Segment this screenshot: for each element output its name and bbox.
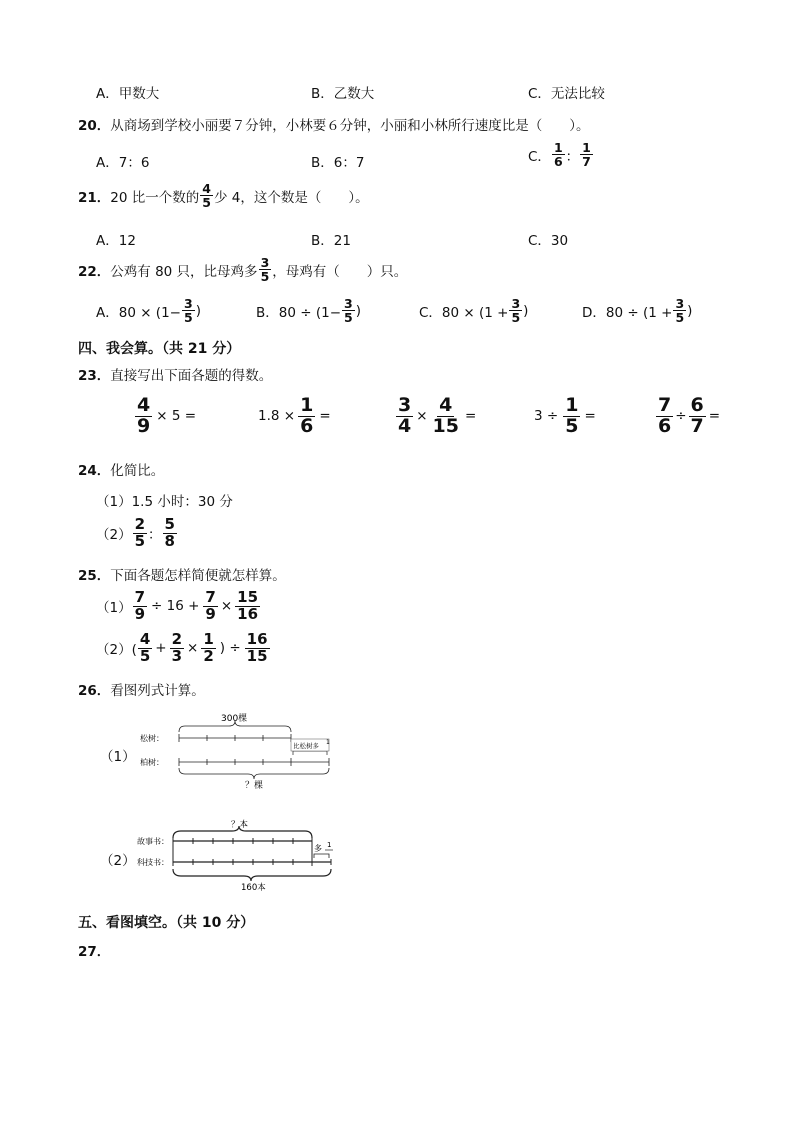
denominator: 4 bbox=[398, 414, 412, 437]
denominator: 3 bbox=[171, 646, 183, 665]
q20-c-fraction-1 bbox=[552, 141, 565, 168]
d2-top-label: ？本 bbox=[231, 820, 249, 830]
q23-expr-4 bbox=[534, 396, 596, 437]
q24-number: 24． bbox=[78, 463, 111, 479]
q25-text: 下面各题怎样简便就怎样算。 bbox=[110, 568, 286, 584]
d2-note-frac-numerator: 1 bbox=[327, 841, 332, 849]
numerator: 3 bbox=[183, 296, 193, 311]
denominator: 6 bbox=[658, 414, 672, 437]
q22-fraction bbox=[259, 256, 272, 283]
numerator: 1 bbox=[203, 630, 214, 648]
q22-option-b bbox=[256, 297, 361, 324]
q22-option-a bbox=[96, 297, 201, 324]
close-paren: ) bbox=[355, 302, 361, 319]
d2-bottom-brace bbox=[173, 869, 331, 881]
denominator: 2 bbox=[203, 646, 214, 665]
q23-e2-head: 1.8 × bbox=[258, 408, 296, 425]
q19-option-a: A．甲数大 bbox=[96, 86, 160, 102]
d1-extra-bracket bbox=[293, 751, 327, 755]
d1-note: 比松树多 bbox=[293, 742, 319, 750]
denominator: 5 bbox=[675, 310, 685, 326]
q23-question bbox=[78, 364, 272, 384]
q23-expr-3 bbox=[395, 396, 476, 437]
q25-p1-fraction-2 bbox=[203, 590, 217, 623]
denominator: 5 bbox=[202, 195, 211, 211]
denominator: 16 bbox=[237, 604, 259, 623]
d2-note: 多 bbox=[314, 844, 322, 853]
q20-option-c-label: C． bbox=[528, 148, 551, 165]
denominator: 5 bbox=[183, 310, 193, 326]
numerator: 3 bbox=[344, 296, 353, 311]
numerator: 4 bbox=[439, 394, 453, 416]
close-paren: ) bbox=[195, 302, 201, 319]
q21-text-pre: 20 比一个数的 bbox=[110, 189, 200, 206]
d1-row1-label: 松树： bbox=[140, 734, 164, 743]
numerator: 4 bbox=[202, 181, 211, 196]
d2-bottom-label: 160本 bbox=[241, 883, 266, 893]
q23-e4-fraction bbox=[563, 396, 580, 437]
d1-top-label: 300棵 bbox=[221, 714, 248, 724]
numerator: 1 bbox=[582, 140, 591, 155]
q26-diagram-2 bbox=[135, 814, 340, 894]
q22-text-pre: 公鸡有 80 只，比母鸡多 bbox=[110, 263, 258, 280]
q21-option-b: B．21 bbox=[311, 233, 351, 249]
q25-p1-fraction-3 bbox=[235, 590, 260, 623]
q25-part-1-label: （1） bbox=[96, 600, 132, 617]
denominator: 9 bbox=[134, 604, 146, 623]
q21-option-a: A．12 bbox=[96, 233, 136, 249]
q23-e1-tail: × 5 = bbox=[156, 408, 197, 425]
q20-text: 从商场到学校小丽要７分钟，小林要６分钟，小丽和小林所行速度比是（ ）。 bbox=[110, 118, 590, 134]
q23-e3-operator: × bbox=[416, 408, 428, 425]
q20-c-fraction-2 bbox=[580, 141, 593, 168]
numerator: 2 bbox=[171, 630, 183, 648]
q24-part-2-label: （2） bbox=[96, 527, 132, 544]
q21-text-post: 少 4，这个数是（ ）。 bbox=[213, 189, 369, 206]
q25-p2-close: ) ÷ bbox=[219, 640, 241, 657]
numerator: 3 bbox=[675, 296, 685, 311]
q26-question bbox=[78, 679, 205, 699]
q21-option-c: C．30 bbox=[528, 233, 569, 249]
q22-d-fraction bbox=[673, 297, 686, 324]
d1-top-brace bbox=[179, 721, 291, 732]
q25-p2-fraction-1 bbox=[138, 632, 152, 665]
q25-p1-fraction-1 bbox=[133, 590, 147, 623]
q19-option-b: B．乙数大 bbox=[311, 86, 375, 102]
numerator: 5 bbox=[164, 515, 175, 533]
q23-number: 23． bbox=[78, 368, 111, 384]
numerator: 3 bbox=[511, 296, 521, 311]
numerator: 1 bbox=[553, 140, 563, 155]
q25-part-2 bbox=[96, 632, 271, 665]
q25-p2-fraction-3 bbox=[201, 632, 215, 665]
ratio-sign: ： bbox=[148, 527, 162, 544]
q25-part-2-label: （2）( bbox=[96, 642, 137, 659]
q24-p2-fraction-1 bbox=[133, 517, 147, 550]
q22-text-post: ，母鸡有（ ）只。 bbox=[272, 263, 408, 280]
close-paren: ) bbox=[523, 302, 529, 319]
q22-option-a-expr: A．80 × (1− bbox=[96, 304, 181, 321]
q25-p2-operator-1: + bbox=[155, 640, 167, 657]
d1-bottom-label: ？棵 bbox=[245, 781, 264, 790]
q23-e3-fraction-1 bbox=[396, 396, 413, 437]
q22-question bbox=[78, 256, 407, 283]
q21-question bbox=[78, 182, 369, 209]
q23-expr-2 bbox=[258, 396, 331, 437]
q25-p2-operator-2: × bbox=[187, 640, 199, 657]
denominator: 5 bbox=[565, 414, 579, 437]
q24-part-1: （1）1.5 小时：30 分 bbox=[96, 494, 233, 510]
q22-option-d-expr: D．80 ÷ (1 + bbox=[582, 304, 673, 321]
numerator: 4 bbox=[139, 630, 151, 648]
q23-expr-1 bbox=[134, 396, 196, 437]
denominator: 6 bbox=[300, 414, 314, 437]
q23-e5-fraction-2 bbox=[689, 396, 706, 437]
q23-e5-operator: ÷ bbox=[675, 408, 687, 425]
q22-option-c-expr: C．80 × (1 + bbox=[419, 304, 509, 321]
d1-bottom-brace bbox=[179, 768, 329, 779]
q21-number: 21． bbox=[78, 189, 111, 206]
denominator: 15 bbox=[246, 646, 268, 665]
q26-number: 26． bbox=[78, 683, 111, 699]
q22-number: 22． bbox=[78, 263, 111, 280]
q20-number: 20． bbox=[78, 118, 111, 134]
q23-e3-fraction-2 bbox=[431, 396, 461, 437]
denominator: 5 bbox=[139, 646, 151, 665]
q23-e2-tail: = bbox=[319, 408, 331, 425]
q25-p2-fraction-2 bbox=[170, 632, 184, 665]
q23-e2-fraction bbox=[298, 396, 315, 437]
q22-option-c bbox=[419, 297, 528, 324]
q25-p1-middle: ÷ 16 + bbox=[151, 598, 200, 615]
numerator: 6 bbox=[690, 394, 704, 416]
q20-question bbox=[78, 114, 590, 134]
q22-option-b-expr: B．80 ÷ (1− bbox=[256, 304, 342, 321]
denominator: 5 bbox=[511, 310, 521, 326]
q23-text: 直接写出下面各题的得数。 bbox=[110, 368, 273, 384]
q26-diagram-1 bbox=[135, 708, 345, 790]
numerator: 1 bbox=[565, 394, 579, 416]
denominator: 7 bbox=[582, 154, 591, 170]
d1-row2-label: 柏树： bbox=[140, 758, 164, 767]
close-paren: ) bbox=[687, 302, 693, 319]
denominator: 9 bbox=[137, 414, 151, 437]
numerator: 2 bbox=[134, 515, 146, 533]
q26-diagram-1-label: （1） bbox=[100, 749, 136, 765]
numerator: 7 bbox=[205, 588, 216, 606]
denominator: 8 bbox=[164, 531, 175, 550]
q20-option-b: B．6：7 bbox=[311, 155, 365, 171]
d2-row2-label: 科技书： bbox=[137, 858, 169, 867]
numerator: 7 bbox=[658, 394, 672, 416]
numerator: 7 bbox=[134, 588, 146, 606]
q22-option-d bbox=[582, 297, 692, 324]
q22-c-fraction bbox=[509, 297, 522, 324]
numerator: 3 bbox=[260, 255, 270, 270]
denominator: 5 bbox=[134, 531, 146, 550]
q26-diagram-2-label: （2） bbox=[100, 853, 136, 869]
ratio-sign: ： bbox=[565, 148, 580, 165]
d1-note-frac-numerator: 1 bbox=[326, 739, 330, 746]
q23-e1-fraction bbox=[135, 396, 152, 437]
q24-part-2 bbox=[96, 517, 178, 550]
numerator: 16 bbox=[246, 630, 268, 648]
q23-e4-tail: = bbox=[584, 408, 596, 425]
numerator: 15 bbox=[237, 588, 259, 606]
q24-text: 化简比。 bbox=[110, 463, 165, 479]
numerator: 1 bbox=[300, 394, 314, 416]
d2-row1-label: 故事书： bbox=[137, 837, 169, 846]
q23-expr-5 bbox=[655, 396, 720, 437]
q23-e4-head: 3 ÷ bbox=[534, 408, 559, 425]
d2-extra-bracket bbox=[314, 854, 329, 858]
section-4-title: 四、我会算。（共 21 分） bbox=[78, 341, 241, 357]
q19-option-c: C．无法比较 bbox=[528, 86, 605, 102]
q22-b-fraction bbox=[342, 297, 355, 324]
denominator: 5 bbox=[344, 310, 353, 326]
q25-part-1 bbox=[96, 590, 261, 623]
q23-e5-tail: = bbox=[708, 408, 721, 425]
q24-p2-fraction-2 bbox=[163, 517, 177, 550]
q25-question bbox=[78, 564, 286, 584]
q20-option-c bbox=[528, 141, 594, 168]
q25-number: 25． bbox=[78, 568, 111, 584]
section-5-title: 五、看图填空。（共 10 分） bbox=[78, 915, 255, 931]
denominator: 15 bbox=[432, 414, 459, 437]
denominator: 7 bbox=[690, 414, 704, 437]
q25-p2-fraction-4 bbox=[245, 632, 270, 665]
q21-fraction bbox=[200, 182, 213, 209]
q22-a-fraction bbox=[182, 297, 195, 324]
q23-e5-fraction-1 bbox=[656, 396, 673, 437]
q23-e3-tail: = bbox=[465, 408, 477, 425]
denominator: 9 bbox=[205, 604, 216, 623]
q27-number: 27． bbox=[78, 944, 111, 960]
q20-option-a: A．7：6 bbox=[96, 155, 150, 171]
q26-text: 看图列式计算。 bbox=[110, 683, 205, 699]
denominator: 6 bbox=[553, 154, 563, 170]
q25-p1-operator: × bbox=[220, 598, 233, 615]
denominator: 5 bbox=[260, 269, 270, 285]
numerator: 4 bbox=[137, 394, 151, 416]
q24-question bbox=[78, 459, 164, 479]
numerator: 3 bbox=[398, 394, 412, 416]
